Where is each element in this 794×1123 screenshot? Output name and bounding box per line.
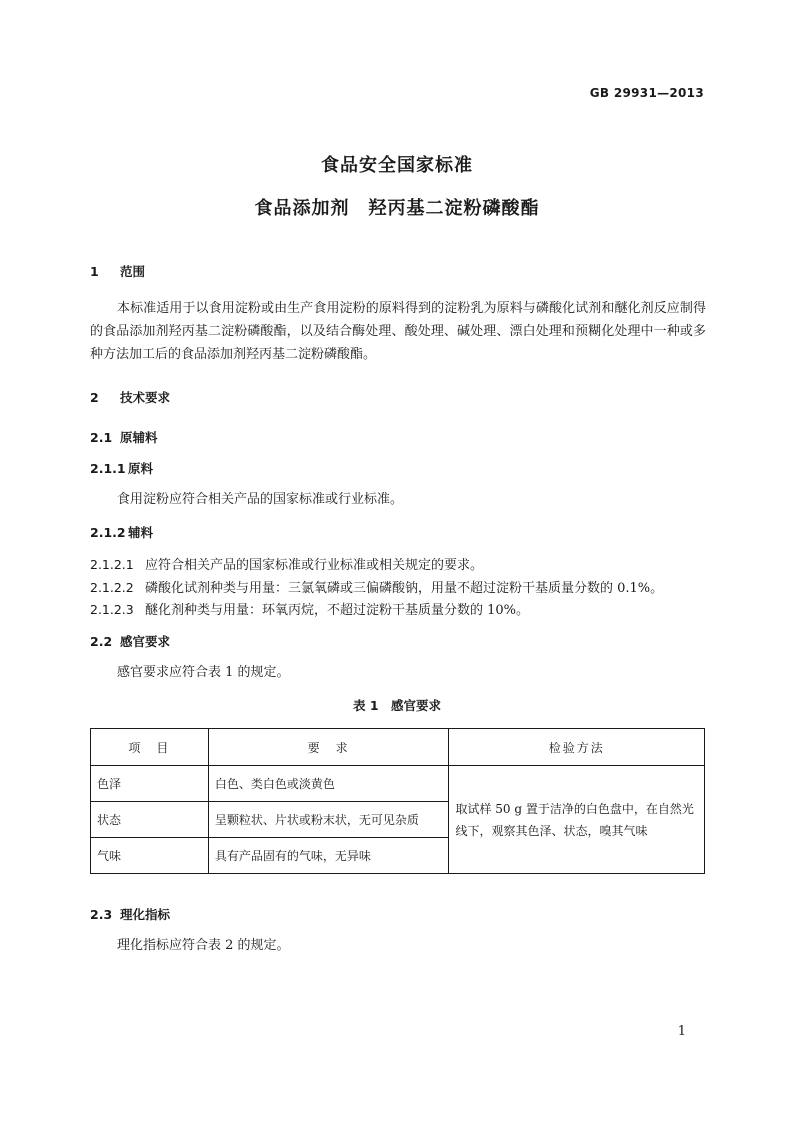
table-caption: 表 1 感官要求 <box>352 698 442 713</box>
document-title: 食品安全国家标准 <box>321 155 473 176</box>
section-title: 原料 <box>128 461 154 476</box>
section-title: 原辅料 <box>120 430 158 445</box>
column-header-method: 检验方法 <box>449 729 705 766</box>
section-number: 2.3 <box>90 907 113 922</box>
cell-method: 取试样 50 g 置于洁净的白色盘中，在自然光线下，观察其色泽、状态，嗅其气味 <box>449 766 705 874</box>
section-heading-2-1-1 <box>90 459 153 477</box>
document-subtitle: 食品添加剂 羟丙基二淀粉磷酸酯 <box>254 198 540 219</box>
section-number: 2.1.1 <box>90 461 126 476</box>
section-number: 2.2 <box>90 634 113 649</box>
list-item <box>90 599 529 618</box>
sensory-requirements-table <box>90 728 705 874</box>
section-heading-2-1-2 <box>90 523 153 541</box>
cell-item: 状态 <box>91 802 209 838</box>
section-2-2-paragraph: 感官要求应符合表 1 的规定。 <box>117 665 290 680</box>
item-number: 2.1.2.3 <box>90 602 134 617</box>
section-heading-2-1 <box>90 428 158 446</box>
item-text: 磷酸化试剂种类与用量：三氯氧磷或三偏磷酸钠，用量不超过淀粉干基质量分数的 0.1%。 <box>145 581 664 596</box>
cell-item: 气味 <box>91 838 209 874</box>
column-header-requirement: 要 求 <box>208 729 449 766</box>
cell-item: 色泽 <box>91 766 209 802</box>
cell-requirement: 具有产品固有的气味，无异味 <box>208 838 449 874</box>
cell-requirement: 呈颗粒状、片状或粉末状，无可见杂质 <box>208 802 449 838</box>
cell-requirement: 白色、类白色或淡黄色 <box>208 766 449 802</box>
section-2-3-paragraph: 理化指标应符合表 2 的规定。 <box>117 938 290 953</box>
item-text: 应符合相关产品的国家标准或行业标准或相关规定的要求。 <box>145 558 484 573</box>
section-title: 辅料 <box>128 525 154 540</box>
section-number: 1 <box>90 264 99 279</box>
standard-number: GB 29931—2013 <box>589 86 704 100</box>
section-title: 感官要求 <box>120 634 171 649</box>
section-2-1-1-paragraph: 食用淀粉应符合相关产品的国家标准或行业标准。 <box>117 492 404 507</box>
table-header-row <box>91 729 705 766</box>
item-number: 2.1.2.2 <box>90 580 134 595</box>
list-item <box>90 577 663 596</box>
section-heading-2-2 <box>90 632 170 650</box>
section-title: 理化指标 <box>120 907 171 922</box>
section-number: 2.1.2 <box>90 525 126 540</box>
list-item <box>90 554 483 573</box>
item-number: 2.1.2.1 <box>90 557 134 572</box>
section-number: 2.1 <box>90 430 113 445</box>
section-heading-2-3 <box>90 905 170 923</box>
item-text: 醚化剂种类与用量：环氧丙烷，不超过淀粉干基质量分数的 10%。 <box>145 603 530 618</box>
section-number: 2 <box>90 390 99 405</box>
section-1-paragraph: 本标准适用于以食用淀粉或由生产食用淀粉的原料得到的淀粉乳为原料与磷酸化试剂和醚化剂反应制得的食品添加剂羟丙基二淀粉磷酸酯，以及结合酶处理、酸处理、碱处理、漂白处理和预糊化处理中一种或多种方法加工后的食品添加剂羟丙基二淀粉磷酸酯。 <box>90 301 706 362</box>
column-header-item: 项 目 <box>91 729 209 766</box>
section-title: 技术要求 <box>120 390 171 405</box>
page-number: 1 <box>677 1024 686 1039</box>
table-row <box>91 766 705 802</box>
section-heading-1 <box>90 262 145 280</box>
section-title: 范围 <box>120 264 146 279</box>
section-heading-2 <box>90 388 170 406</box>
